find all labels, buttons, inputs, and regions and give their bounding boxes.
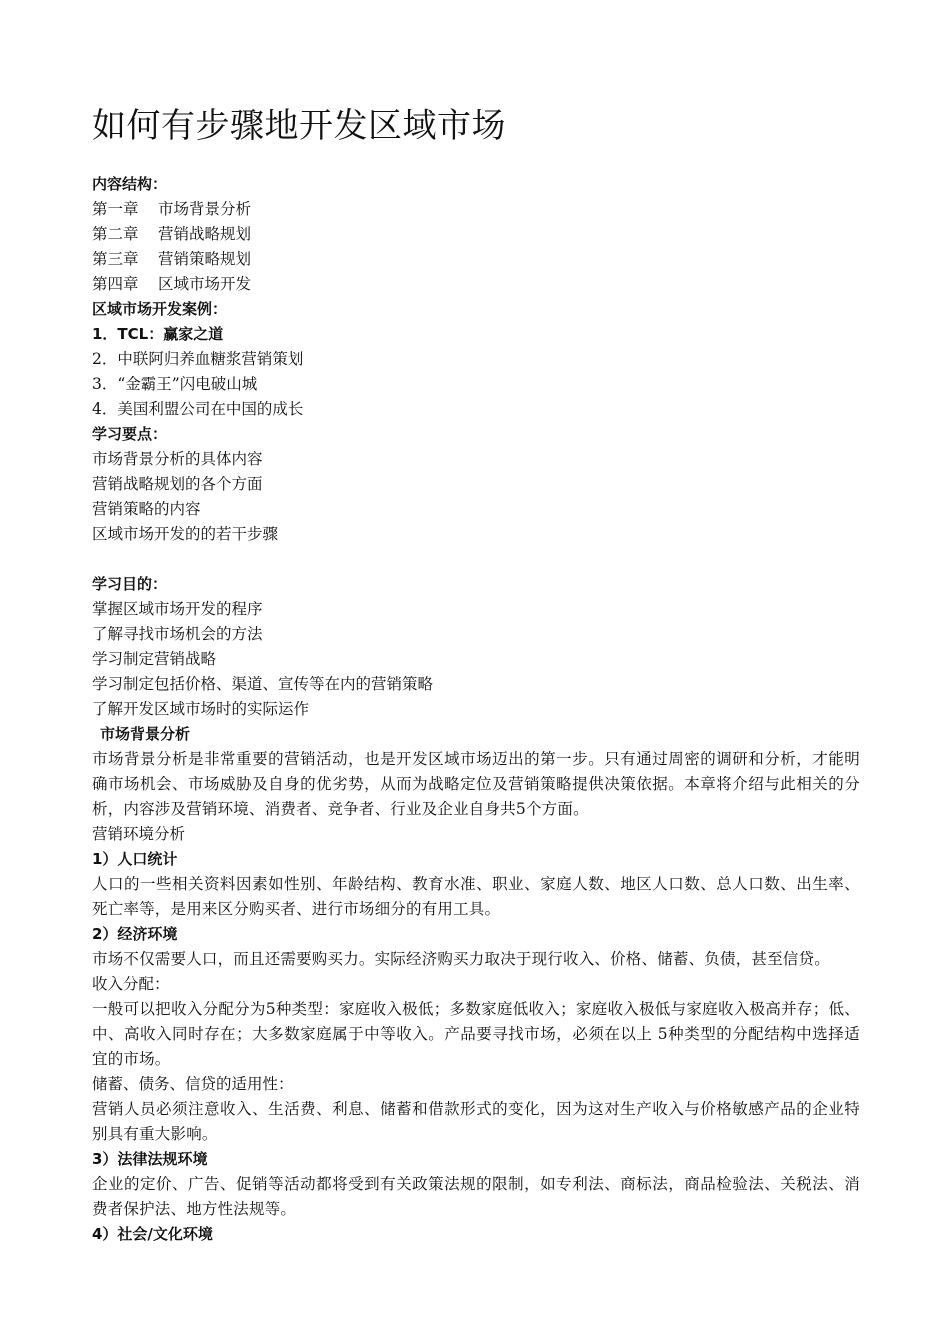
chapter-name: 市场背景分析 xyxy=(158,200,252,218)
case-item: 3．“金霸王”闪电破山城 xyxy=(92,375,258,393)
savings-text: 营销人员必须注意收入、生活费、利息、储蓄和借款形式的变化，因为这对生产收入与价格敏感产品的企业特别具有重大影响。 xyxy=(92,1100,860,1143)
objectives-heading: 学习目的： xyxy=(92,575,168,593)
key-point-item: 营销战略规划的各个方面 xyxy=(92,475,263,493)
income-text: 一般可以把收入分配分为5种类型：家庭收入极低；多数家庭低收入；家庭收入极低与家庭收入极高并存；低、中、高收入同时存在；大多数家庭属于中等收入。产品要寻找市场，必须在以上 5种类型的分配结构中选择适宜的市场。 xyxy=(92,1000,860,1068)
chapter-number: 第四章 xyxy=(92,275,139,293)
key-point-item: 区域市场开发的的若干步骤 xyxy=(92,525,279,543)
economy-heading: 2）经济环境 xyxy=(92,925,178,943)
chapter-item xyxy=(92,197,860,222)
document-title: 如何有步骤地开发区域市场 xyxy=(92,106,506,146)
objective-item: 掌握区域市场开发的程序 xyxy=(92,600,263,618)
case-item: 1．TCL：赢家之道 xyxy=(92,325,224,343)
document-page xyxy=(92,100,860,1247)
contents-heading: 内容结构： xyxy=(92,175,168,193)
objective-item: 了解寻找市场机会的方法 xyxy=(92,625,263,643)
income-heading: 收入分配： xyxy=(92,975,170,993)
subsection-heading: 营销环境分析 xyxy=(92,825,186,843)
objective-item: 学习制定营销战略 xyxy=(92,650,217,668)
population-text: 人口的一些相关资料因素如性别、年龄结构、教育水准、职业、家庭人数、地区人口数、总人口数、出生率、死亡率等，是用来区分购买者、进行市场细分的有用工具。 xyxy=(92,875,860,918)
population-heading: 1）人口统计 xyxy=(92,850,178,868)
case-item: 2．中联阿归养血糖浆营销策划 xyxy=(92,350,304,368)
savings-heading: 储蓄、债务、信贷的适用性： xyxy=(92,1075,294,1093)
key-points-heading: 学习要点： xyxy=(92,425,168,443)
objective-item: 了解开发区域市场时的实际运作 xyxy=(92,700,310,718)
chapter-name: 营销策略规划 xyxy=(158,250,252,268)
chapter-name: 营销战略规划 xyxy=(158,225,252,243)
chapter-item xyxy=(92,222,860,247)
chapter-item xyxy=(92,247,860,272)
law-text: 企业的定价、广告、促销等活动都将受到有关政策法规的限制，如专利法、商标法，商品检验法、关税法、消费者保护法、地方性法规等。 xyxy=(92,1175,860,1218)
chapter-number: 第一章 xyxy=(92,200,139,218)
chapter-number: 第二章 xyxy=(92,225,139,243)
chapter-number: 第三章 xyxy=(92,250,139,268)
social-heading: 4）社会/文化环境 xyxy=(92,1225,213,1243)
law-heading: 3）法律法规环境 xyxy=(92,1150,208,1168)
section-heading: 市场背景分析 xyxy=(100,725,191,743)
case-item: 4．美国利盟公司在中国的成长 xyxy=(92,400,304,418)
economy-text: 市场不仅需要人口，而且还需要购买力。实际经济购买力取决于现行收入、价格、储蓄、负债，甚至信贷。 xyxy=(92,950,830,968)
key-point-item: 市场背景分析的具体内容 xyxy=(92,450,263,468)
cases-heading: 区域市场开发案例： xyxy=(92,300,228,318)
objective-item: 学习制定包括价格、渠道、宣传等在内的营销策略 xyxy=(92,675,434,693)
section-intro: 市场背景分析是非常重要的营销活动，也是开发区域市场迈出的第一步。只有通过周密的调研和分析，才能明确市场机会、市场威胁及自身的优劣势，从而为战略定位及营销策略提供决策依据。本章将介绍与此相关的分析，内容涉及营销环境、消费者、竞争者、行业及企业自身共5个方面。 xyxy=(92,750,860,818)
chapter-item xyxy=(92,272,860,297)
key-point-item: 营销策略的内容 xyxy=(92,500,201,518)
blank-line xyxy=(92,547,860,572)
chapter-name: 区域市场开发 xyxy=(158,275,252,293)
